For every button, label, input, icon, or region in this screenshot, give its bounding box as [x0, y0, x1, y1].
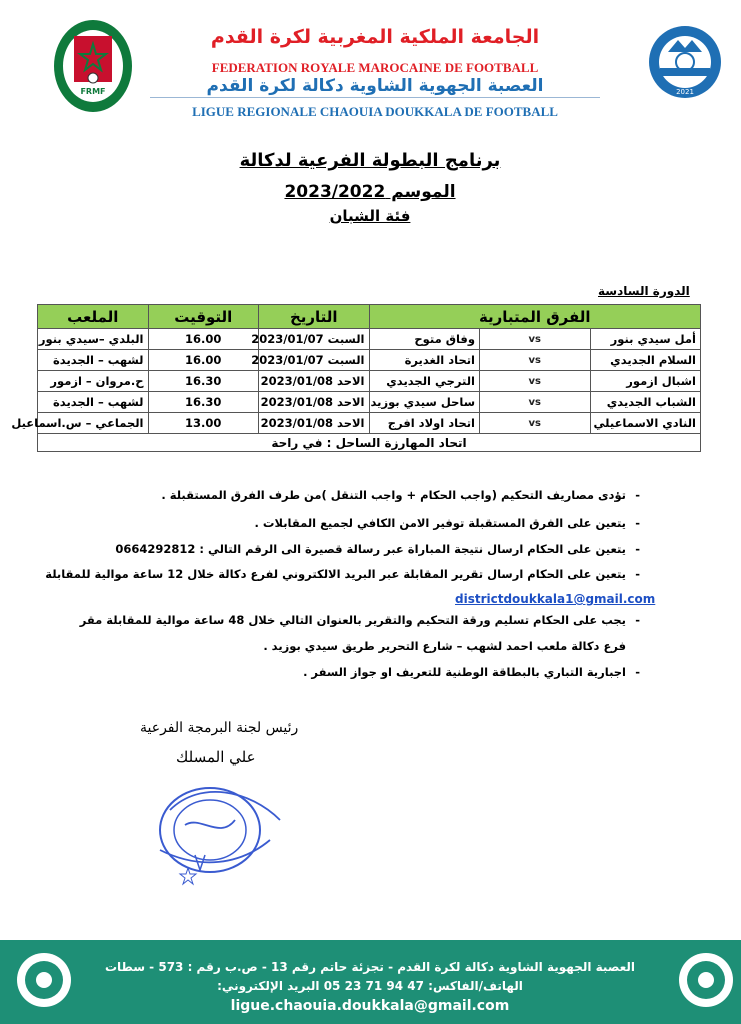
category-title: فئة الشبان [329, 207, 411, 225]
note-item: - يتعين على الفرق المستقبلة توفير الامن الكافي لجميع المقابلات . [255, 516, 626, 530]
match-date: الاحد 2023/01/08 [259, 392, 370, 413]
vs-label: vs [480, 413, 591, 434]
program-title: برنامج البطولة الفرعية لدكالة [239, 150, 501, 171]
match-time: 13.00 [148, 413, 259, 434]
teams-header: الفرق المتبارية [369, 305, 701, 329]
match-venue: لشهب – الجديدة [38, 392, 149, 413]
match-date: السبت 2023/01/07 [259, 350, 370, 371]
home-team: اشبال ازمور [590, 371, 701, 392]
signatory-role: رئيس لجنة البرمجة الفرعية [140, 720, 299, 736]
note-item: - يتعين على الحكام ارسال نتيجة المباراة عبر رسالة قصيرة الى الرقم التالي : 0664292812 [115, 542, 626, 556]
league-name-french: LIGUE REGIONALE CHAOUIA DOUKKALA DE FOOTBALL [192, 104, 558, 119]
table-header-row [38, 305, 701, 329]
venue-header: الملعب [38, 305, 149, 329]
league-logo [638, 22, 733, 100]
footer-phone: الهاتف/الفاكس: 47 94 71 23 05 البريد الإلكتروني: [217, 979, 523, 993]
vs-label: vs [480, 329, 591, 350]
federation-name-french: FEDERATION ROYALE MAROCAINE DE FOOTBALL [211, 60, 539, 75]
match-date: السبت 2023/01/07 [259, 329, 370, 350]
round-label: الدورة السادسة [598, 284, 690, 298]
match-time: 16.30 [148, 392, 259, 413]
official-stamp-signature [140, 770, 290, 890]
away-team: اتحاد اولاد افرج [369, 413, 480, 434]
note-item-continuation: فرع دكالة ملعب احمد لشهب – شارع التحرير طريق سيدي بوزيد . [263, 639, 626, 653]
note-item: - يجب على الحكام تسليم ورقة التحكيم والتقرير بالعنوان التالي خلال 48 ساعة موالية للمقابلة مقر [80, 613, 626, 627]
district-email-link[interactable]: districtdoukkala1@gmail.com [455, 592, 656, 606]
footer-bar [0, 940, 741, 1024]
match-venue: لشهب – الجديدة [38, 350, 149, 371]
frmf-logo [52, 18, 134, 118]
federation-name-arabic: الجامعة الملكية المغربية لكرة القدم [210, 26, 540, 48]
league-name-arabic: العصبة الجهوية الشاوية دكالة لكرة القدم [206, 76, 544, 96]
vs-label: vs [480, 392, 591, 413]
note-item: - يتعين على الحكام ارسال تقرير المقابلة عبر البريد الالكتروني لفرع دكالة خلال 12 ساعة موالية للمقابلة [45, 567, 626, 581]
note-item: - تؤدى مصاريف التحكيم (واجب الحكام + واجب التنقل )من طرف الفرق المستقبلة . [161, 488, 626, 502]
schedule-table [11, 304, 701, 452]
home-team: الشباب الجديدي [590, 392, 701, 413]
away-team: اتحاد الغديرة [369, 350, 480, 371]
away-team: الترجي الجديدي [369, 371, 480, 392]
svg-text:FRMF: FRMF [80, 87, 106, 96]
season-title: الموسم 2023/2022 [284, 182, 456, 202]
header-divider [150, 97, 600, 98]
vs-label: vs [480, 350, 591, 371]
vs-label: vs [480, 371, 591, 392]
match-time: 16.00 [148, 350, 259, 371]
match-time: 16.00 [148, 329, 259, 350]
home-team: النادي الاسماعيلي [590, 413, 701, 434]
date-header: التاريخ [259, 305, 370, 329]
table-row [38, 392, 701, 413]
signatory-name: علي المسلك [176, 748, 256, 766]
match-venue: الجماعي – س.اسماعيل [38, 413, 149, 434]
match-venue: البلدي –سيدي بنور [38, 329, 149, 350]
table-row [38, 413, 701, 434]
footer-right-logo [676, 950, 736, 1010]
match-time: 16.30 [148, 371, 259, 392]
table-row [38, 371, 701, 392]
match-date: الاحد 2023/01/08 [259, 371, 370, 392]
time-header: التوقيت [148, 305, 259, 329]
note-item: - اجبارية التباري بالبطاقة الوطنية للتعريف او جواز السفر . [303, 665, 626, 679]
table-row [38, 329, 701, 350]
match-date: الاحد 2023/01/08 [259, 413, 370, 434]
svg-text:2021: 2021 [676, 88, 694, 96]
match-venue: ح.مروان – ازمور [38, 371, 149, 392]
footer-left-logo [14, 950, 74, 1010]
footer-email[interactable]: ligue.chaouia.doukkala@gmail.com [230, 998, 510, 1014]
home-team: السلام الجديدي [590, 350, 701, 371]
table-row [38, 350, 701, 371]
away-team: ساحل سيدي بوزيد [369, 392, 480, 413]
home-team: أمل سيدي بنور [590, 329, 701, 350]
rest-team-note: اتحاد المهارزة الساحل : في راحة [38, 434, 701, 452]
rest-team-row [38, 434, 701, 452]
footer-address: العصبة الجهوية الشاوية دكالة لكرة القدم - تجزئة حاتم رقم 13 - ص.ب رقم : 573 - سطات [104, 960, 636, 974]
away-team: وفاق متوح [369, 329, 480, 350]
